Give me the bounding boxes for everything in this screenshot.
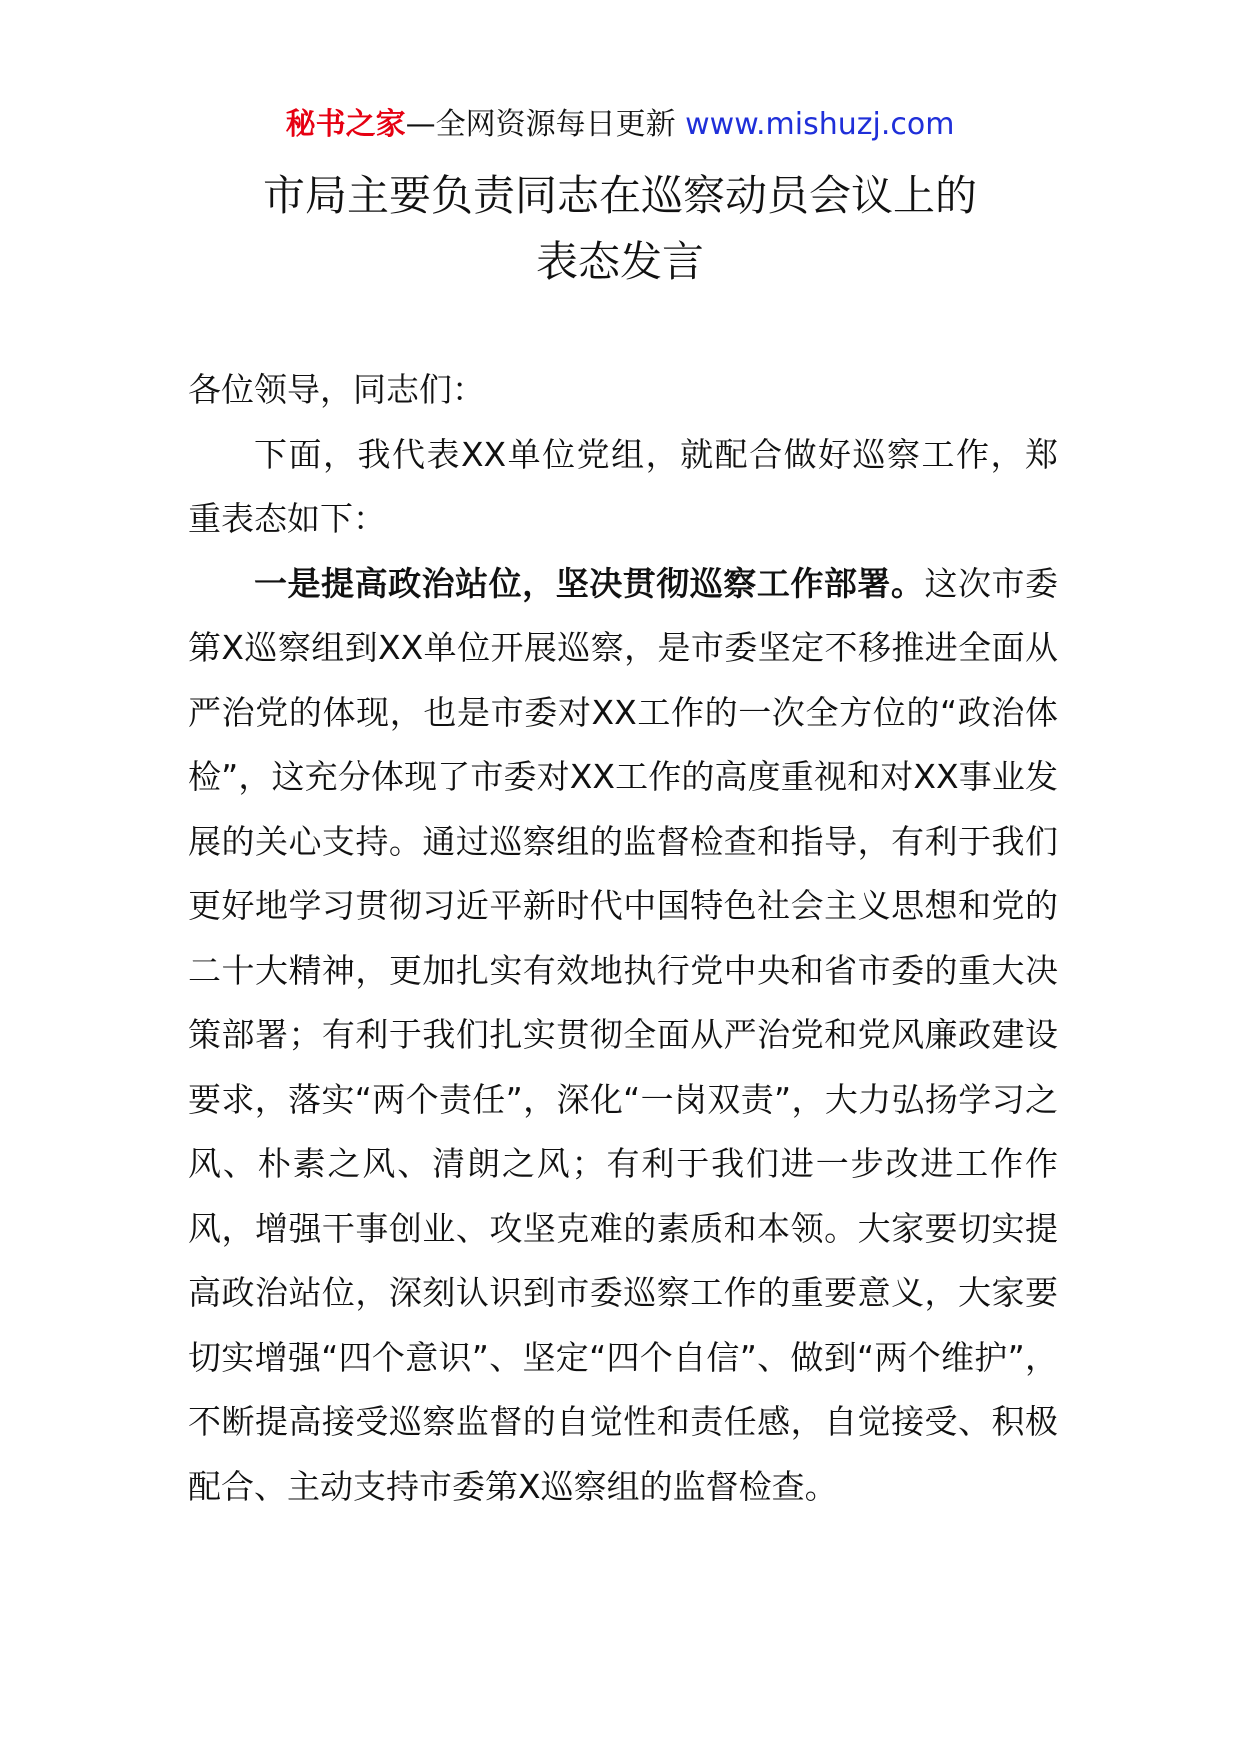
site-brand: 秘书之家 [285, 107, 406, 142]
point-1-heading: 一是提高政治站位，坚决贯彻巡察工作部署。 [254, 563, 925, 603]
document-body [188, 358, 1058, 1519]
site-banner [0, 103, 1240, 147]
banner-tagline: —全网资源每日更新 [405, 107, 686, 142]
point-1-text: 这次市委第X巡察组到XX单位开展巡察，是市委坚定不移推进全面从严治党的体现，也是市委对XX工作的一次全方位的“政治体检”，这充分体现了市委对XX工作的高度重视和对XX事业发展的关心支持。通过巡察组的监督检查和指导，有利于我们更好地学习贯彻习近平新时代中国特色社会主义思想和党的二十大精神，更加扎实有效地执行党中央和省市委的重大决策部署；有利于我们扎实贯彻全面从严治党和党风廉政建设要求，落实“两个责任”，深化“一岗双责”，大力弘扬学习之风、朴素之风、清朗之风；有利于我们进一步改进工作作风，增强干事创业、攻坚克难的素质和本领。大家要切实提高政治站位，深刻认识到市委巡察工作的重要意义，大家要切实增强“四个意识”、坚定“四个自信”、做到“两个维护”，不断提高接受巡察监督的自觉性和责任感，自觉接受、积极配合、主动支持市委第X巡察组的监督检查。 [188, 563, 1059, 1506]
point-1-paragraph [188, 552, 1058, 1520]
site-url-link[interactable]: www.mishuzj.com [685, 107, 955, 142]
title-line-2: 表态发言 [535, 237, 704, 286]
document-title [0, 163, 1240, 295]
salutation: 各位领导，同志们： [188, 370, 485, 409]
title-line-1: 市局主要负责同志在巡察动员会议上的 [262, 171, 977, 220]
intro-paragraph: 下面，我代表XX单位党组，就配合做好巡察工作，郑重表态如下： [188, 434, 1058, 538]
